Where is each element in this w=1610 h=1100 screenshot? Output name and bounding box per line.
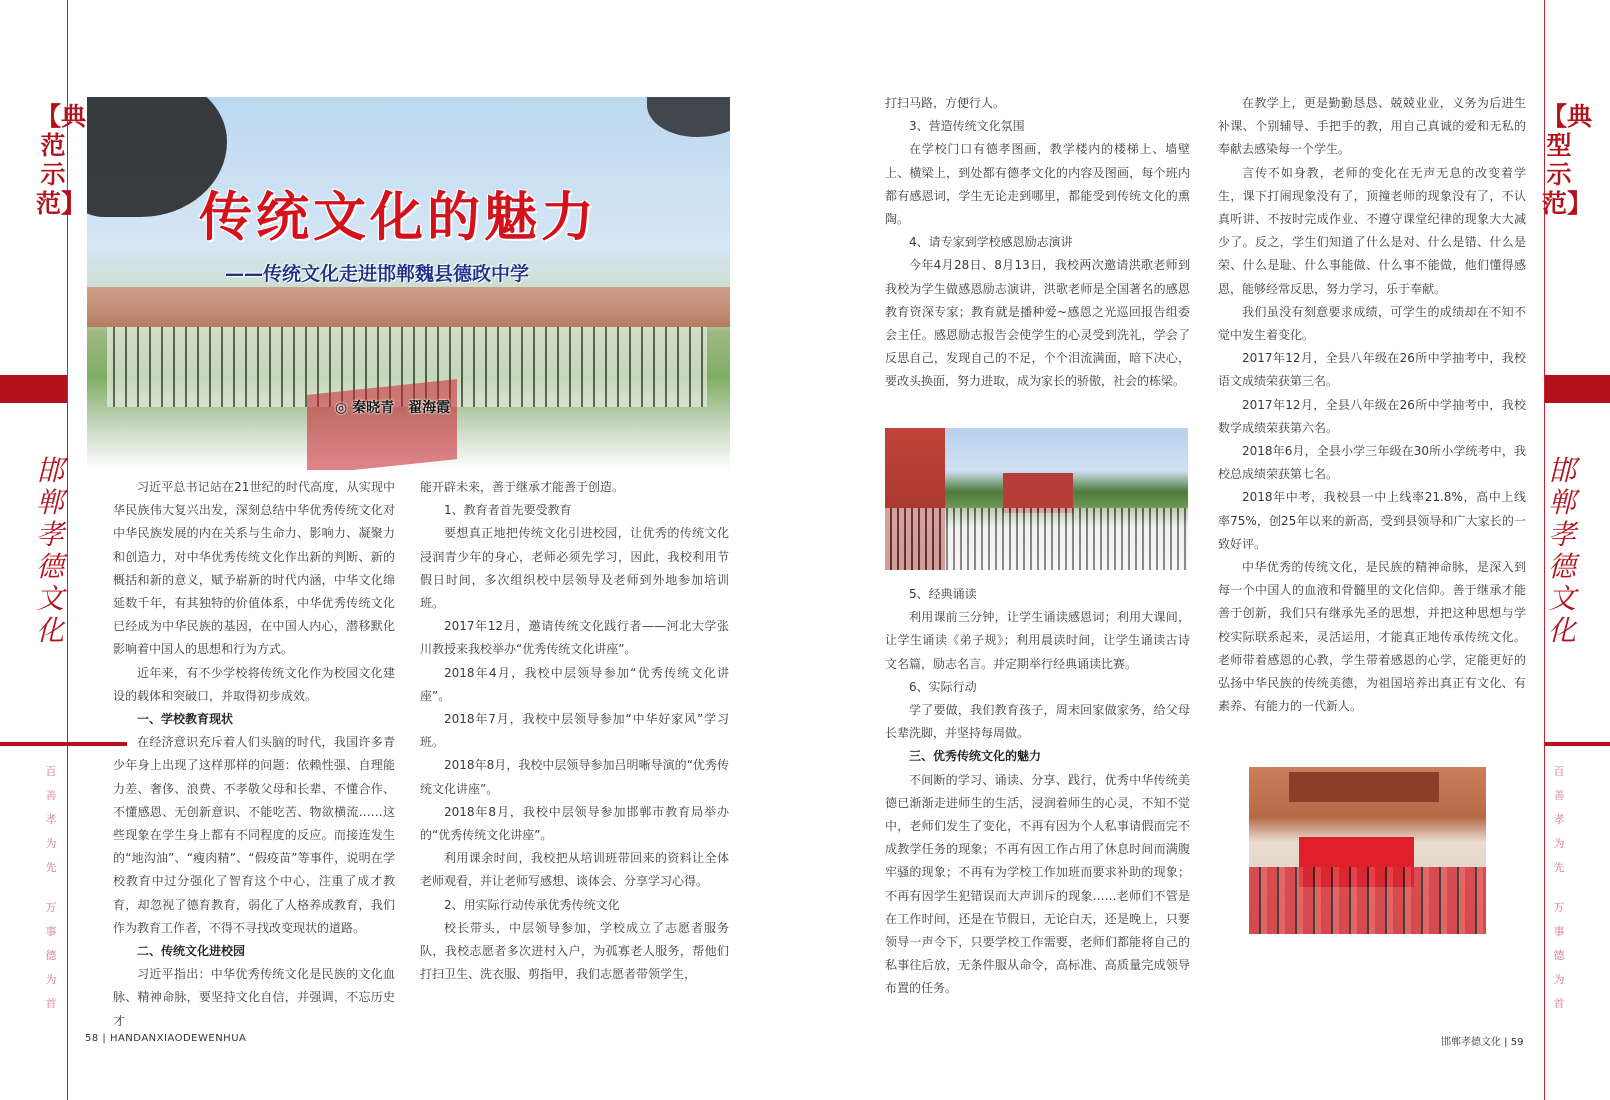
paragraph: 在经济意识充斥着人们头脑的时代，我国许多青少年身上出现了这样那样的问题：依赖性强、自理能力差、奢侈、浪费、不孝敬父母和长辈、不懂合作、不懂感恩、无创新意识、不能吃苦、物欲横流……这些现象在学生身上都有不同程度的反应。而接连发生的“地沟油”、“瘦肉精”、“假疫苗”等事件，说明在学校教育中过分强化了智育这个中心，注重了成才教育，却忽视了德育教育，弱化了人格养成教育，我们作为教育工作者，不得不寻找改变现状的道路。 — [113, 735, 395, 935]
article-author: ◎ 秦晓青 翟海霞 — [335, 400, 451, 416]
right-motto-2: 万事德为首 — [1553, 901, 1565, 1010]
paragraph: 2018年8月，我校中层领导参加吕明晰导演的“优秀传统文化讲座”。 — [420, 758, 729, 796]
school-building — [87, 287, 730, 327]
article-subtitle: ——传统文化走进邯郸魏县德政中学 — [225, 263, 530, 285]
section-heading: 三、优秀传统文化的魅力 — [909, 749, 1042, 764]
paragraph: 2018年中考，我校县一中上线率21.8%，高中上线率75%，创25年以来的新高，受到县领导和广大家长的一致好评。 — [1218, 490, 1526, 551]
paragraph: 2018年7月，我校中层领导参加“中华好家风”学习班。 — [420, 712, 729, 750]
text-column-4 — [1218, 92, 1526, 718]
subheading: 4、请专家到学校感恩励志演讲 — [909, 235, 1073, 250]
paragraph: 2018年4月，我校中层领导参加“优秀传统文化讲座”。 — [420, 665, 729, 703]
paragraph: 习近平指出：中华优秀传统文化是民族的文化血脉、精神命脉，要坚持文化自信，并强调，不忘历史才 — [113, 967, 395, 1028]
paragraph: 在学校门口有德孝图画，教学楼内的楼梯上、墙壁上、横梁上，到处都有德孝文化的内容及图画，每个班内都有感恩词，学生无论走到哪里，都能受到传统文化的熏陶。 — [885, 142, 1190, 227]
paragraph: 言传不如身教，老师的变化在无声无息的改变着学生，课下打闹现象没有了，顶撞老师的现象没有了，不认真听讲、不按时完成作业、不遵守课堂纪律的现象大大减少了。反之，学生们知道了什么是对、什么是错、什么是荣、什么是耻、什么事能做、什么事不能做，他们懂得感恩，能够经常反思，努力学习，乐于奉献。 — [1218, 165, 1526, 296]
assembly-photo — [885, 428, 1188, 570]
right-motto-1: 百善孝为先 — [1553, 765, 1565, 874]
photo-volunteers — [1249, 867, 1486, 934]
flag-shape — [307, 379, 457, 470]
paragraph: 校长带头，中层领导参加，学校成立了志愿者服务队，我校志愿者多次进村入户，为孤寡老人服务，帮他们打扫卫生、洗衣服、剪指甲，我们志愿者带领学生， — [420, 920, 729, 982]
paragraph: 近年来，有不少学校将传统文化作为校园文化建设的载体和突破口，并取得初步成效。 — [113, 665, 395, 703]
right-red-band — [1545, 375, 1610, 403]
subheading: 1、教育者首先要受教育 — [444, 503, 572, 518]
subheading: 2、用实际行动传承优秀传统文化 — [444, 897, 620, 912]
section-heading: 二、传统文化进校园 — [137, 944, 246, 959]
left-section-title: 【典范示范】 — [36, 102, 87, 218]
paragraph: 我们虽没有刻意要求成绩，可学生的成绩却在不知不觉中发生着变化。 — [1218, 304, 1526, 343]
paragraph: 2017年12月，邀请传统文化践行者——河北大学张川教授来我校举办“优秀传统文化讲座”。 — [420, 619, 729, 657]
photo-audience — [885, 508, 1188, 570]
paragraph: 今年4月28日、8月13日，我校两次邀请洪歌老师到我校为学生做感恩励志演讲，洪歌老师是全国著名的感恩教育资深专家；教育就是播种爱~感恩之光巡回报告组委会主任。感恩励志报告会使学生的心灵受到洗礼，学会了反思自己，发现自己的不足，个个泪流满面，暗下决心，要改头换面，努力进取，成为家长的骄傲，社会的栋梁。 — [885, 258, 1190, 389]
left-calligraphy-logo: 邯郸孝德文化 — [35, 454, 64, 647]
paragraph: 打扫马路，方便行人。 — [885, 96, 1006, 110]
left-motto-1: 百善孝为先 — [45, 765, 57, 874]
paragraph: 利用课前三分钟，让学生诵读感恩词；利用大课间，让学生诵读《弟子规》；利用晨读时间，让学生诵读古诗文名篇，励志名言。并定期举行经典诵读比赛。 — [885, 610, 1190, 671]
paragraph: 2017年12月，全县八年级在26所中学抽考中，我校语文成绩荣获第三名。 — [1218, 351, 1526, 389]
right-section-title: 【典型示范】 — [1542, 102, 1593, 218]
paragraph: 学了要做，我们教育孩子，周末回家做家务，给父母长辈洗脚，并坚持每周做。 — [885, 703, 1190, 741]
paragraph: 在教学上，更是勤勤恳恳、兢兢业业，义务为后进生补课、个别辅导、手把手的教，用自己真诚的爱和无私的奉献去感染每一个学生。 — [1218, 96, 1526, 157]
left-red-band — [0, 375, 67, 403]
paragraph: 利用课余时间，我校把从培训班带回来的资料让全体老师观看，并让老师写感想、谈体会、分享学习心得。 — [420, 851, 729, 889]
photo-hall-sign — [1289, 772, 1439, 802]
article-title: 传统文化的魅力 — [199, 187, 598, 248]
subheading: 6、实际行动 — [909, 679, 977, 694]
text-column-2 — [420, 476, 729, 986]
tree-silhouette-right — [647, 97, 730, 137]
page-footer-left: 58 | HANDANXIAODEWENHUA — [85, 1033, 247, 1044]
page-footer-right: 邯郸孝德文化 | 59 — [1441, 1037, 1524, 1048]
text-column-3-bottom — [885, 583, 1190, 1001]
subheading: 5、经典诵读 — [909, 587, 977, 601]
text-column-1 — [113, 476, 395, 1033]
left-motto-2: 万事德为首 — [45, 901, 57, 1010]
right-calligraphy-logo: 邯郸孝德文化 — [1547, 454, 1576, 647]
paragraph: 要想真正地把传统文化引进校园，让优秀的传统文化浸润青少年的身心，老师必须先学习，因此，我校利用节假日时间，多次组织校中层领导及老师到外地参加培训班。 — [420, 526, 729, 611]
text-column-3-top — [885, 92, 1190, 394]
paragraph: 习近平总书记站在21世纪的时代高度，从实现中华民族伟大复兴出发，深刻总结中华优秀传统文化对中华民族发展的内在关系与生命力、影响力、凝聚力和创造力，对中华优秀传统文化作出新的判断、新的概括和新的意义，赋予崭新的时代内涵，中华文化绵延数千年，有其独特的价值体系，中华优秀传统文化已经成为中华民族的基因，在中国人内心，潜移默化影响着中国人的思想和行为方式。 — [113, 480, 395, 657]
photo-stage — [1003, 473, 1073, 513]
paragraph: 2017年12月，全县八年级在26所中学抽考中，我校数学成绩荣获第六名。 — [1218, 397, 1526, 435]
right-thin-band — [1545, 742, 1610, 746]
section-heading: 一、学校教育现状 — [137, 712, 234, 727]
volunteer-group-photo — [1249, 767, 1486, 934]
paragraph: 中华优秀的传统文化，是民族的精神命脉，是深入到每一个中国人的血液和骨髓里的文化信仰。善于继承才能善于创新，我们只有继承先圣的思想，并把这种思想与学校实际联系起来，灵活运用，才能真正地传承传统文化。老师带着感恩的心教，学生带着感恩的心学，定能更好的弘扬中华民族的传统美德，为祖国培养出真正有文化、有素养、有能力的一代新人。 — [1218, 560, 1526, 714]
subheading: 3、营造传统文化氛围 — [909, 119, 1025, 134]
paragraph: 不间断的学习、诵读、分享、践行，优秀中华传统美德已渐渐走进师生的生活，浸润着师生的心灵，不知不觉中，老师们发生了变化，不再有因为个人私事请假而完不成教学任务的现象；不再有因工作占用了休息时间而满腹牢骚的现象；不再有为学校工作加班而要求补助的现象；不再有因学生犯错误而大声训斥的现象……老师们不管是在工作时间，还是在节假日，无论白天，还是晚上，只要领导一声令下，只要学校工作需要，老师们都能将自己的私事往后放，无条件服从命令，高标准、高质量完成领导布置的任务。 — [885, 772, 1190, 996]
hero-banner-image — [87, 97, 730, 470]
paragraph: 能开辟未来，善于继承才能善于创造。 — [420, 480, 625, 494]
paragraph: 2018年8月，我校中层领导参加邯郸市教育局举办的“优秀传统文化讲座”。 — [420, 804, 729, 843]
left-thin-band — [0, 742, 67, 746]
paragraph: 2018年6月，全县小学三年级在30所小学统考中，我校总成绩荣获第七名。 — [1218, 444, 1526, 482]
